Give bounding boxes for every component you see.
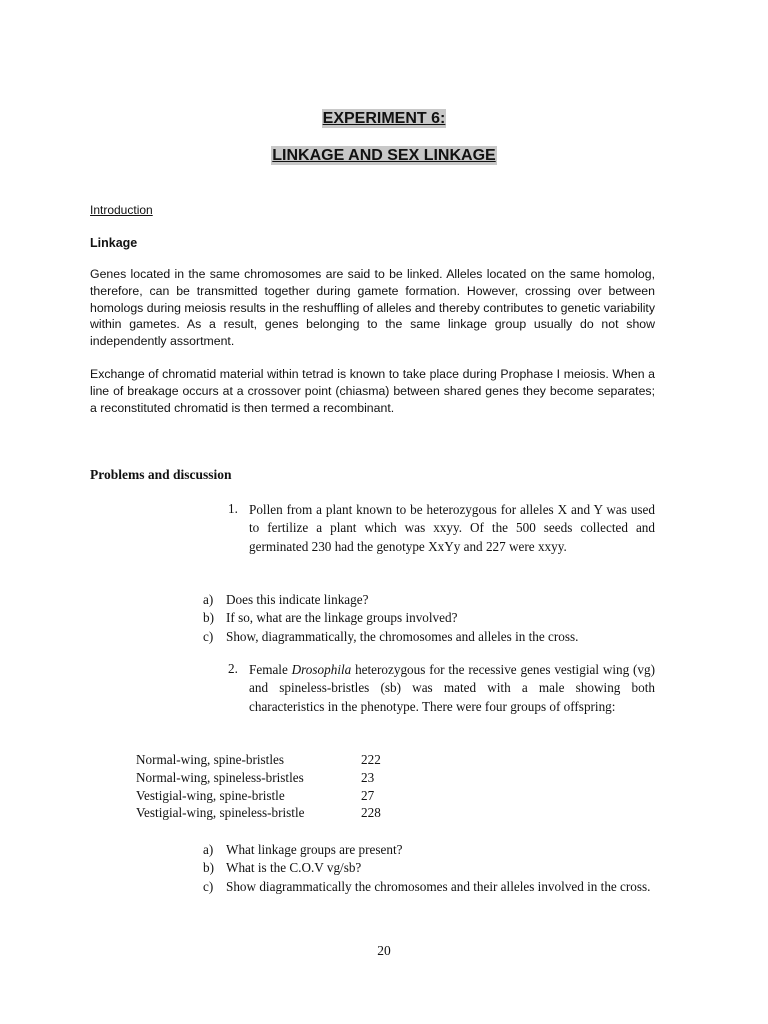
document-page: EXPERIMENT 6: LINKAGE AND SEX LINKAGE Introduction Linkage Genes located in the same chromosomes are said to be linked. Alleles located on the same homolog, therefore, can be transmitted together during gamete formation. However, crossing over between homologs during meiosis results in the reshuffling of alleles and thereby contributes to genetic variability within gametes. As a result, genes belonging to the same linkage group usually do not show independently assortment. Exchange of chromatid material within tetrad is known to take place during Prophase I meiosis. When a line of breakage occurs at a crossover point (chiasma) between shared genes they become separates; a reconstituted chromatid is then termed a recombinant. Problems and discussion 1. Pollen from a plant known to be heterozygous for alleles X and Y was used to fertilize a plant which was xxyy. Of the 500 seeds collected and germinated 230 had the genotype XxYy and 227 were xxyy. a) Does this indicate linkage? b) If so, what are the linkage groups involved? c) Show, diagrammatically, the chromosomes and alleles in the cross. 2. Female Drosophila heterozygous for the recessive genes vestigial wing (vg) and spineless-bristles (sb) was mated with a male showing both characteristics in the phenotype. There were four groups of offspring: Normal-wing, spine-bristles 222 Normal-wing, spineless-bristles 23 Vestigial-wing, spine-bristle 27 Vestigial-wing, spineless-bristle 228 a) What linkage groups are present? b) What is the C.O.V vg/sb? c) Show diagrammatically the chromosomes and their alleles involved in the cross. 20 — [0, 0, 768, 1024]
list-item: c) Show diagrammatically the chromosomes and their alleles involved in the cross. — [203, 878, 651, 894]
problem-1-number: 1. — [228, 501, 238, 516]
problem-2-text: Female Drosophila heterozygous for the recessive genes vestigial wing (vg) and spineless-bristles (sb) was mated with a male showing both characteristics in the phenotype. There were four groups of offspring: — [249, 662, 655, 714]
paragraph-linkage: Genes located in the same chromosomes are said to be linked. Alleles located on the same homolog, therefore, can be transmitted together during gamete formation. However, crossing over between homologs during meiosis results in the reshuffling of alleles and thereby contributes to genetic variability within gametes. As a result, genes belonging to the same linkage group usually do not show independently assortment. — [90, 267, 655, 349]
list-item: a) Does this indicate linkage? — [203, 592, 369, 607]
list-item: c) Show, diagrammatically, the chromosomes and alleles in the cross. — [203, 628, 579, 644]
problem-2-number: 2. — [228, 661, 238, 676]
linkage-heading: Linkage — [90, 236, 138, 250]
problem-1-questions — [203, 591, 658, 646]
problem-1-text: Pollen from a plant known to be heterozygous for alleles X and Y was used to fertilize a plant which was xxyy. Of the 500 seeds collected and germinated 230 had the genotype XxYy and 227 were xxyy. — [249, 502, 655, 554]
page-title: EXPERIMENT 6: — [322, 110, 446, 127]
problem-2-questions — [203, 841, 658, 896]
page-number: 20 — [377, 943, 391, 958]
paragraph-chromatid-exchange: Exchange of chromatid material within tetrad is known to take place during Prophase I meiosis. When a line of breakage occurs at a crossover point (chiasma) between shared genes they become separates; a reconstituted chromatid is then termed a recombinant. — [90, 367, 655, 415]
list-item: b) What is the C.O.V vg/sb? — [203, 860, 362, 876]
problems-heading: Problems and discussion — [90, 467, 232, 482]
list-item: a) What linkage groups are present? — [203, 842, 403, 857]
list-item: b) If so, what are the linkage groups involved? — [203, 610, 458, 626]
introduction-heading: Introduction — [90, 203, 153, 217]
species-name: Drosophila — [291, 662, 352, 677]
page-subtitle: LINKAGE AND SEX LINKAGE — [272, 147, 496, 164]
